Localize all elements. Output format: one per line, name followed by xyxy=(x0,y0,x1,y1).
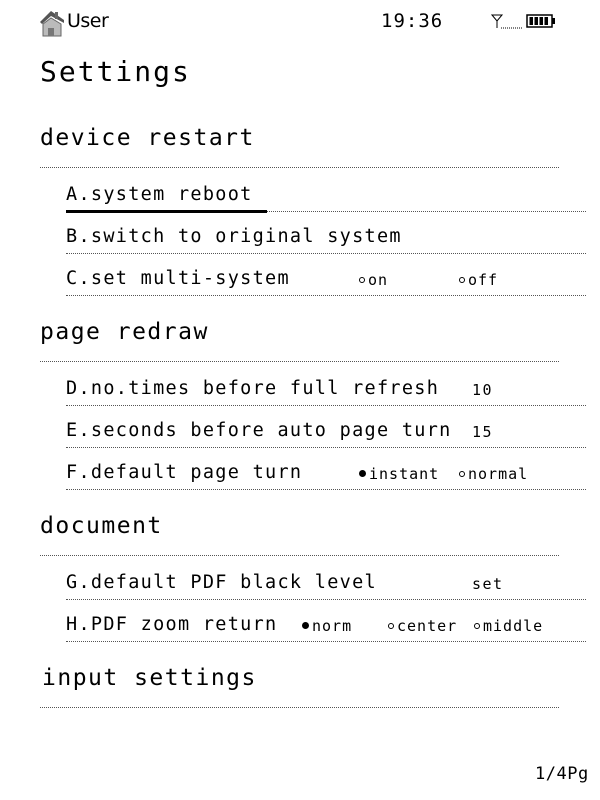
section-title-device-restart: device restart xyxy=(40,125,255,151)
menu-item-label: H.PDF zoom return xyxy=(66,614,278,635)
menu-item-label: F.default page turn xyxy=(66,462,303,483)
section-divider xyxy=(40,167,559,168)
menu-item-label: E.seconds before auto page turn xyxy=(66,420,452,441)
radio-zoom-center[interactable] xyxy=(388,617,457,635)
menu-item-switch-original-system[interactable] xyxy=(66,224,586,254)
menu-item-auto-page-turn[interactable] xyxy=(66,418,586,448)
menu-item-label: C.set multi-system xyxy=(66,268,290,289)
radio-zoom-middle[interactable] xyxy=(474,617,543,635)
menu-item-system-reboot[interactable] xyxy=(66,182,586,212)
menu-item-label: A.system reboot xyxy=(66,184,253,205)
selection-underline xyxy=(66,210,267,213)
menu-item-label: D.no.times before full refresh xyxy=(66,378,440,399)
user-label: User xyxy=(67,10,109,32)
section-title-input-settings[interactable]: input settings xyxy=(42,665,257,691)
section-title-document: document xyxy=(40,513,163,539)
radio-label: center xyxy=(397,617,458,635)
radio-unselected-icon xyxy=(474,623,480,629)
radio-unselected-icon xyxy=(359,277,365,283)
status-bar xyxy=(0,0,600,44)
radio-page-turn-instant[interactable] xyxy=(359,465,439,483)
radio-multi-system-off[interactable] xyxy=(459,271,498,289)
menu-item-pdf-black-level[interactable] xyxy=(66,570,586,600)
radio-unselected-icon xyxy=(388,623,394,629)
radio-label: instant xyxy=(369,465,440,483)
menu-item-default-page-turn[interactable] xyxy=(66,460,586,490)
row-divider xyxy=(66,405,586,406)
battery-icon xyxy=(526,13,556,29)
section-divider xyxy=(40,555,559,556)
row-divider xyxy=(66,295,586,296)
radio-label: norm xyxy=(312,617,353,635)
row-divider xyxy=(66,641,586,642)
row-divider xyxy=(66,489,586,490)
radio-label: normal xyxy=(468,465,529,483)
menu-item-label: B.switch to original system xyxy=(66,226,402,247)
section-divider xyxy=(40,361,559,362)
radio-multi-system-on[interactable] xyxy=(359,271,388,289)
full-refresh-value: 10 xyxy=(472,381,494,399)
row-divider xyxy=(66,447,586,448)
radio-selected-icon xyxy=(359,470,366,477)
signal-icon xyxy=(491,13,523,29)
radio-label: off xyxy=(468,271,499,289)
page-indicator: 1/4Pg xyxy=(535,764,589,784)
radio-unselected-icon xyxy=(459,277,465,283)
house-icon xyxy=(38,8,66,38)
page-title: Settings xyxy=(40,55,191,88)
auto-page-turn-value: 15 xyxy=(472,423,494,441)
radio-label: middle xyxy=(483,617,544,635)
radio-label: on xyxy=(368,271,389,289)
row-divider xyxy=(66,253,586,254)
section-divider xyxy=(40,707,559,708)
pdf-black-level-value: set xyxy=(472,575,504,593)
menu-item-pdf-zoom-return[interactable] xyxy=(66,612,586,642)
radio-page-turn-normal[interactable] xyxy=(459,465,528,483)
menu-item-set-multi-system[interactable] xyxy=(66,266,586,296)
radio-selected-icon xyxy=(302,622,309,629)
menu-item-full-refresh[interactable] xyxy=(66,376,586,406)
clock: 19:36 xyxy=(381,10,444,32)
section-title-page-redraw: page redraw xyxy=(40,319,209,345)
radio-zoom-norm[interactable] xyxy=(302,617,352,635)
row-divider xyxy=(66,599,586,600)
menu-item-label: G.default PDF black level xyxy=(66,572,377,593)
radio-unselected-icon xyxy=(459,471,465,477)
